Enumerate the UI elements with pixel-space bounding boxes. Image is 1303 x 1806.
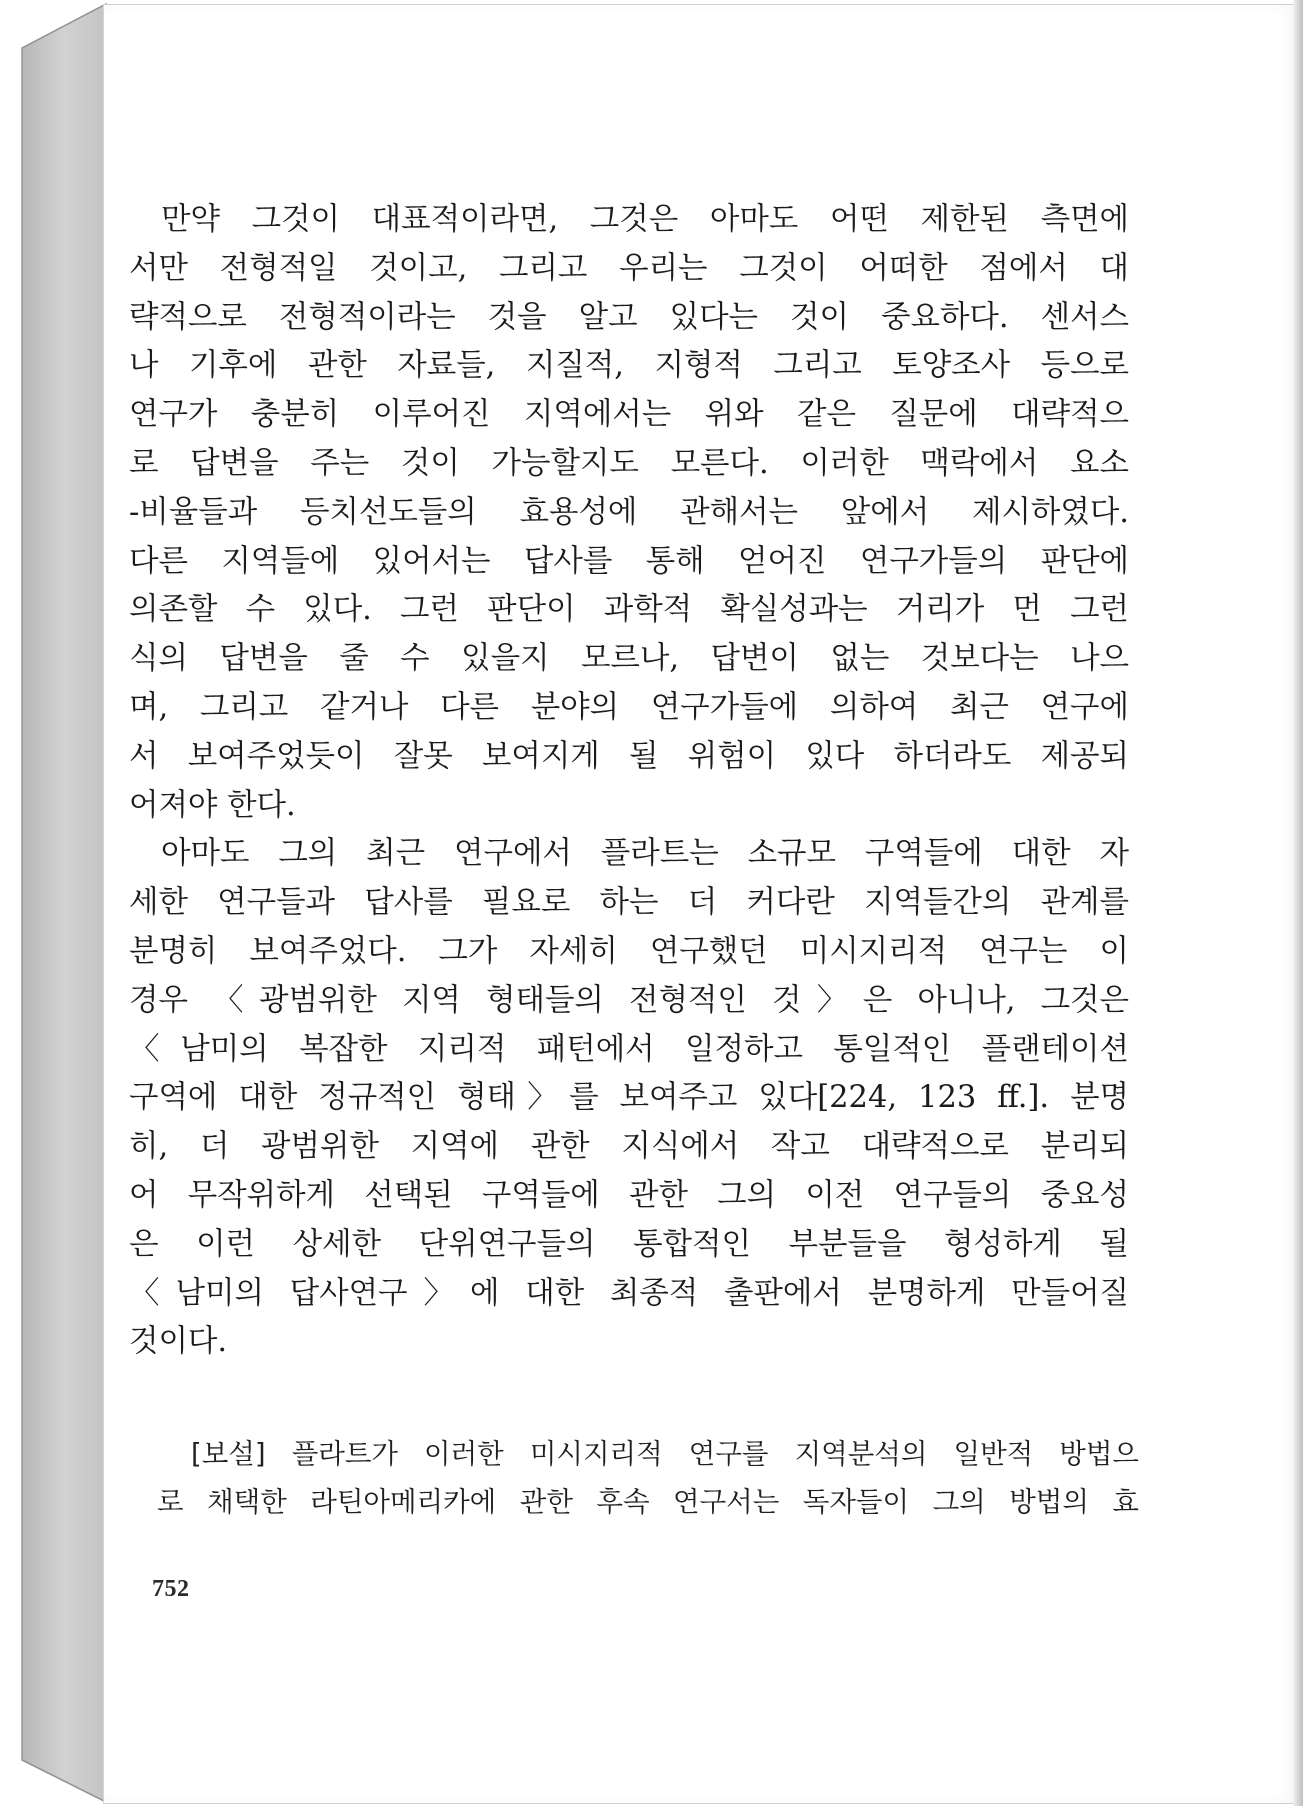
text-line: 로 답변을 주는 것이 가능할지도 모른다. 이러한 맥락에서 요소 xyxy=(129,445,1129,481)
text-line: 것이다. xyxy=(129,1324,228,1360)
text-line: 〈남미의 복잡한 지리적 패턴에서 일정하고 통일적인 플랜테이션 xyxy=(129,1031,1129,1067)
text-line: 분명히 보여주었다. 그가 자세히 연구했던 미시지리적 연구는 이 xyxy=(129,933,1129,969)
text-line: 연구가 충분히 이루어진 지역에서는 위와 같은 질문에 대략적으 xyxy=(129,397,1129,433)
text-line: 아마도 그의 최근 연구에서 플라트는 소규모 구역들에 대한 자 xyxy=(161,836,1129,872)
page-edge-shadow xyxy=(1293,0,1303,1806)
text-line: 식의 답변을 줄 수 있을지 모르나, 답변이 없는 것보다는 나으 xyxy=(129,641,1129,677)
paragraph-1 xyxy=(129,196,1129,830)
text-line: 다른 지역들에 있어서는 답사를 통해 얻어진 연구가들의 판단에 xyxy=(129,543,1129,579)
text-line: 략적으로 전형적이라는 것을 알고 있다는 것이 중요하다. 센서스 xyxy=(129,299,1129,335)
text-line: 구역에 대한 정규적인 형태〉를 보여주고 있다[224, 123 ff.]. 분명 xyxy=(129,1080,1129,1116)
page-number: 752 xyxy=(152,1576,190,1602)
note-line: 로 채택한 라틴아메리카에 관한 후속 연구서는 독자들이 그의 방법의 효 xyxy=(157,1486,1139,1518)
text-line: 서 보여주었듯이 잘못 보여지게 될 위험이 있다 하더라도 제공되 xyxy=(129,738,1129,774)
text-line: 은 이런 상세한 단위연구들의 통합적인 부분들을 형성하게 될 xyxy=(129,1226,1129,1262)
text-line: 의존할 수 있다. 그런 판단이 과학적 확실성과는 거리가 먼 그런 xyxy=(129,592,1129,628)
body-text xyxy=(129,196,1129,1367)
text-line: 경우 〈광범위한 지역 형태들의 전형적인 것〉은 아니나, 그것은 xyxy=(129,982,1129,1018)
text-line: 나 기후에 관한 자료들, 지질적, 지형적 그리고 토양조사 등으로 xyxy=(129,348,1129,384)
text-line: 어 무작위하게 선택된 구역들에 관한 그의 이전 연구들의 중요성 xyxy=(129,1177,1129,1213)
text-line: -비율들과 등치선도들의 효용성에 관해서는 앞에서 제시하였다. xyxy=(129,494,1129,530)
text-line: 며, 그리고 같거나 다른 분야의 연구가들에 의하여 최근 연구에 xyxy=(129,689,1129,725)
text-line: 세한 연구들과 답사를 필요로 하는 더 커다란 지역들간의 관계를 xyxy=(129,885,1129,921)
text-line: 만약 그것이 대표적이라면, 그것은 아마도 어떤 제한된 측면에 xyxy=(161,202,1129,237)
text-line: 어져야 한다. xyxy=(129,787,296,823)
note-line: [보설] 플라트가 이러한 미시지리적 연구를 지역분석의 일반적 방법으 xyxy=(191,1438,1139,1470)
supplementary-note xyxy=(157,1430,1139,1526)
paragraph-2 xyxy=(129,830,1129,1367)
book-spine xyxy=(0,0,110,1806)
text-line: 히, 더 광범위한 지역에 관한 지식에서 작고 대략적으로 분리되 xyxy=(129,1129,1129,1165)
text-line: 〈남미의 답사연구〉에 대한 최종적 출판에서 분명하게 만들어질 xyxy=(129,1275,1129,1311)
text-line: 서만 전형적일 것이고, 그리고 우리는 그것이 어떠한 점에서 대 xyxy=(129,250,1129,286)
